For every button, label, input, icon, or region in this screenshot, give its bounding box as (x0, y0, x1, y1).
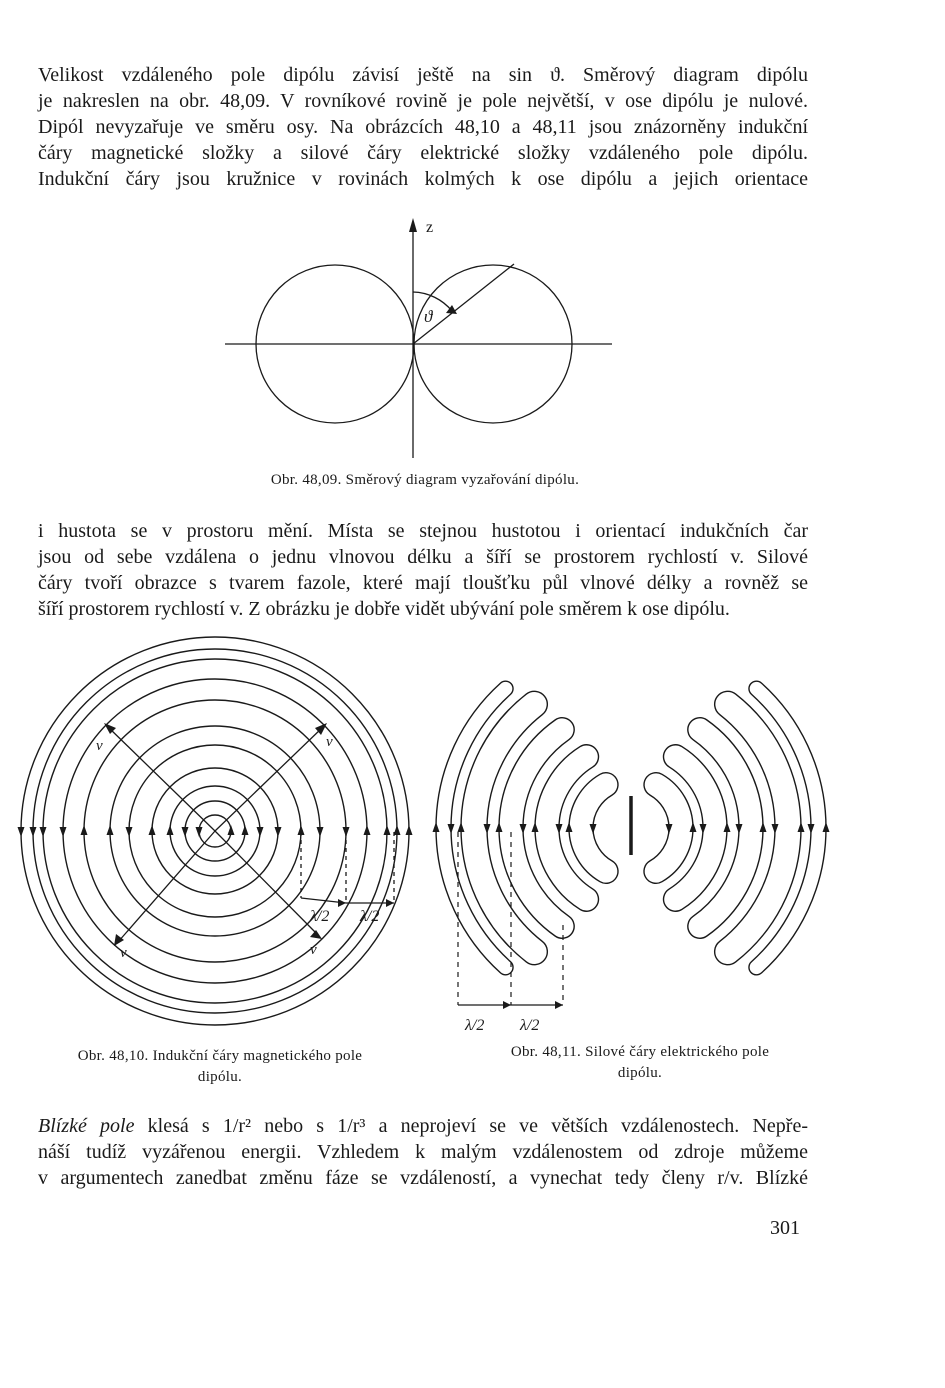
half-wavelength-label: λ/2 (310, 908, 330, 925)
direction-arrow (590, 824, 597, 834)
text-line: jsou od sebe vzdálena o jednu vlnovou délku a šíří se prostorem rychlostí v. Silové (38, 546, 808, 568)
text-line: čáry magnetické složky a silové čáry elektrické složky vzdáleného pole dipólu. (38, 142, 808, 164)
caption-line: Obr. 48,10. Indukční čáry magnetického pole (77, 1048, 363, 1064)
text-line (38, 1113, 808, 1139)
text-line: Indukční čáry jsou kružnice v rovinách kolmých k ose dipólu a jejich orientace (38, 168, 808, 190)
electric-field-loop (535, 745, 598, 911)
electric-field-loop (749, 681, 826, 975)
caption-48-09: Obr. 48,09. Směrový diagram vyzařování dipólu. (270, 472, 580, 488)
text-line: i hustota se v prostoru mění. Místa se stejnou hustotou i orientací indukčních čar (38, 520, 808, 542)
text-line: náší tudíž vyzářenou energii. Vzhledem k malým vzdálenostem od zdroje můžeme (38, 1141, 808, 1163)
caption-line: Obr. 48,11. Silové čáry elektrického pole (510, 1044, 770, 1060)
velocity-label: v (310, 942, 317, 958)
half-wavelength-label: λ/2 (360, 908, 380, 925)
caption-line: dipólu. (617, 1065, 663, 1081)
half-wavelength-label: λ/2 (465, 1017, 485, 1034)
half-wavelength-label: λ/2 (520, 1017, 540, 1034)
text-line: je nakreslen na obr. 48,09. V rovníkové rovině je pole největší, v ose dipólu je nulové. (38, 90, 808, 112)
caption-line: dipólu. (197, 1069, 243, 1085)
text-line: Velikost vzdáleného pole dipólu závisí ještě na sin ϑ. Směrový diagram dipólu (38, 64, 808, 86)
direction-arrow (520, 824, 527, 834)
italic-term: Blízké pole (38, 1115, 135, 1137)
z-axis-label: z (426, 219, 434, 236)
direction-arrow (484, 824, 491, 834)
text-line: Dipól nevyzařuje ve směru osy. Na obrázcích 48,10 a 48,11 jsou znázorněny indukční (38, 116, 808, 138)
direction-arrow (566, 822, 573, 832)
page-number: 301 (770, 1217, 800, 1239)
electric-field-loop (664, 745, 727, 911)
direction-arrow (700, 824, 707, 834)
direction-arrow (808, 824, 815, 834)
direction-arrow (666, 824, 673, 834)
direction-arrow (823, 822, 830, 832)
text-line: v argumentech zanedbat změnu fáze se vzdáleností, a vynechat tedy členy r/v. Blízké (38, 1167, 808, 1189)
direction-arrow (736, 824, 743, 834)
direction-arrow (772, 824, 779, 834)
direction-arrow (690, 822, 697, 832)
direction-arrow (724, 822, 731, 832)
direction-arrow (556, 824, 563, 834)
direction-arrow (798, 822, 805, 832)
electric-field-loop (436, 681, 513, 975)
text-line: šíří prostorem rychlostí v. Z obrázku je dobře vidět ubývání pole směrem k ose dipólu. (38, 598, 730, 620)
caption-48-11 (470, 1042, 810, 1084)
paragraph-3 (38, 1113, 808, 1191)
direction-arrow (433, 822, 440, 832)
velocity-label: v (120, 945, 127, 961)
velocity-label: v (96, 738, 103, 754)
text-line: čáry tvoří obrazce s tvarem fazole, které mají tloušťku půl vlnové délky a rovněž se (38, 572, 808, 594)
theta-label: ϑ (424, 307, 433, 326)
velocity-label: v (326, 734, 333, 750)
text-span: klesá s 1/r² nebo s 1/r³ a neprojeví se ve větších vzdálenostech. Nepře- (134, 1115, 808, 1137)
direction-arrow (458, 822, 465, 832)
direction-arrow (760, 822, 767, 832)
direction-arrow (532, 822, 539, 832)
direction-arrow (496, 822, 503, 832)
direction-arrow (448, 824, 455, 834)
